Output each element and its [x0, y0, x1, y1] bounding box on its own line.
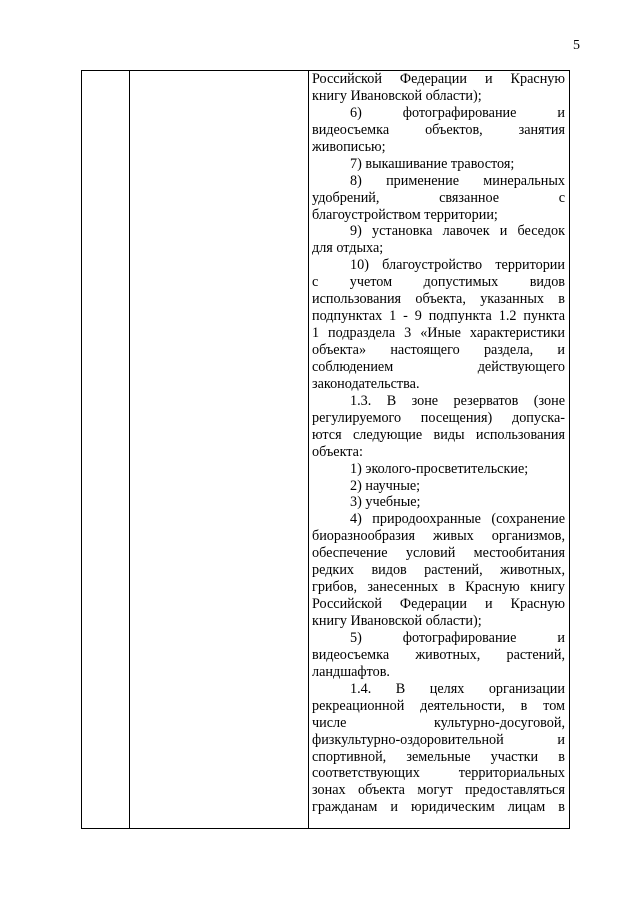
text-line: регулируемого посещения) допуска- — [312, 409, 565, 426]
text-line: удобрений, связанное с — [312, 189, 565, 206]
text-line: живописью; — [312, 138, 386, 155]
text-line: ются следующие виды использования — [312, 426, 565, 443]
text-line: 10) благоустройство территории — [350, 257, 565, 274]
text-line: редких видов растений, животных, — [312, 562, 565, 579]
text-line: гражданам и юридическим лицам в — [312, 799, 565, 816]
text-line: благоустройством территории; — [312, 206, 498, 223]
text-line: 4) природоохранные (сохранение — [350, 511, 565, 528]
text-line: видеосъемка животных, растений, — [312, 646, 565, 663]
text-line: объекта» настоящего раздела, и — [312, 342, 565, 358]
text-line: обеспечение условий местообитания — [312, 545, 565, 562]
text-line: 2) научные; — [350, 477, 421, 494]
text-line: 7) выкашивание травостоя; — [350, 155, 515, 172]
text-line: книгу Ивановской области); — [312, 613, 482, 629]
text-line: для отдыха; — [312, 240, 384, 257]
page-number: 5 — [573, 38, 580, 53]
text-line: 6) фотографирование и — [350, 104, 565, 121]
text-line: физкультурно-оздоровительной и — [312, 731, 565, 748]
table-column-1 — [82, 71, 130, 828]
text-line: видеосъемка объектов, занятия — [312, 121, 565, 138]
text-line: 1.3. В зоне резерватов (зоне — [350, 392, 565, 409]
text-line: грибов, занесенных в Красную книгу — [312, 579, 565, 596]
text-line: зонах объекта могут предоставляться — [312, 782, 565, 799]
text-line: соответствующих территориальных — [312, 765, 565, 782]
text-line: 1 подраздела 3 «Иные характеристики — [312, 325, 565, 342]
text-line: 5) фотографирование и — [350, 629, 565, 646]
text-line: использования объекта, указанных в — [312, 291, 565, 308]
text-line: Российской Федерации и Красную — [312, 596, 565, 613]
table-column-3 — [312, 71, 565, 816]
text-line: Российской Федерации и Красную — [312, 71, 565, 87]
text-line: спортивной, земельные участки в — [312, 748, 565, 765]
document-table — [81, 70, 570, 829]
text-line: законодательства. — [312, 375, 420, 392]
text-line: книгу Ивановской области); — [312, 87, 482, 104]
text-line: 9) установка лавочек и беседок — [350, 223, 565, 240]
text-line: 1) эколого-просветительские; — [350, 460, 529, 477]
text-line: с учетом допустимых видов — [312, 274, 565, 291]
text-line: биоразнообразия живых организмов, — [312, 528, 565, 545]
text-line: 1.4. В целях организации — [350, 680, 565, 697]
text-line: 8) применение минеральных — [350, 172, 565, 189]
text-line: ландшафтов. — [312, 663, 390, 680]
text-line: объекта: — [312, 443, 363, 460]
text-line: рекреационной деятельности, в том — [312, 697, 565, 714]
table-column-2 — [130, 71, 309, 828]
text-line: 3) учебные; — [350, 494, 421, 511]
text-line: числе культурно-досуговой, — [312, 714, 565, 731]
text-line: соблюдением действующего — [312, 358, 565, 375]
text-line: подпунктах 1 - 9 подпункта 1.2 пункта — [312, 308, 565, 325]
